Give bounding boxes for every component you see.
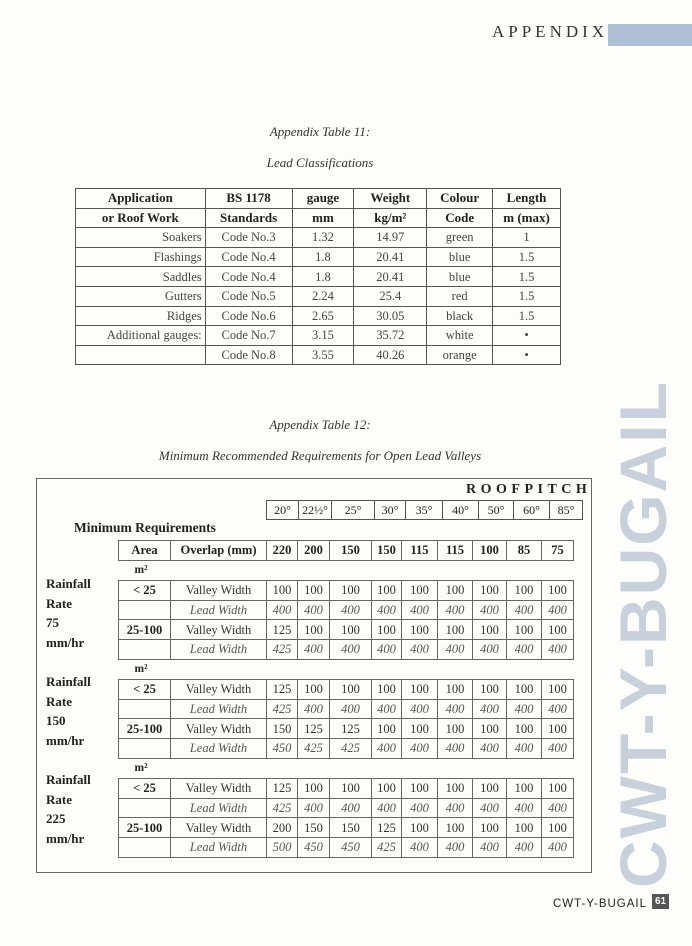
- table11-cell: Additional gauges:: [76, 326, 206, 346]
- value-cell: 400: [330, 699, 372, 719]
- valley-width-label: Valley Width: [171, 719, 267, 739]
- side-brand-text: CWT-Y-BUGAIL: [606, 380, 680, 888]
- value-cell: 100: [438, 680, 473, 700]
- value-cell: 425: [372, 837, 402, 857]
- area-cell: [119, 639, 171, 659]
- value-cell: 100: [507, 680, 542, 700]
- overlap-cell: 115: [438, 541, 473, 561]
- value-cell: 400: [372, 600, 402, 620]
- table11-header-cell: gauge: [292, 189, 354, 209]
- value-cell: 400: [298, 798, 330, 818]
- value-cell: 400: [402, 798, 438, 818]
- table12-row: [119, 719, 574, 739]
- value-cell: 400: [473, 738, 507, 758]
- value-cell: 100: [473, 581, 507, 601]
- pitch-cell: 50°: [479, 501, 514, 520]
- unit-m2: m²: [134, 564, 148, 577]
- value-cell: 425: [267, 699, 298, 719]
- table12-row: [119, 600, 574, 620]
- valley-width-label: Valley Width: [171, 620, 267, 640]
- table11-row: [76, 267, 561, 287]
- table11-cell: Ridges: [76, 306, 206, 326]
- value-cell: 100: [330, 620, 372, 640]
- value-cell: 100: [507, 719, 542, 739]
- table11-header-row: [76, 208, 561, 228]
- unit-row: [119, 659, 574, 680]
- value-cell: 400: [372, 738, 402, 758]
- lead-width-label: Lead Width: [171, 798, 267, 818]
- unit-m2: m²: [134, 762, 148, 775]
- value-cell: 100: [473, 779, 507, 799]
- pitch-cell: 85°: [550, 501, 583, 520]
- value-cell: 425: [330, 738, 372, 758]
- table12-row: [119, 738, 574, 758]
- roof-pitch-title: ROOFPITCH: [466, 482, 592, 497]
- value-cell: 100: [542, 581, 574, 601]
- area-cell: < 25: [119, 779, 171, 799]
- value-cell: 100: [267, 581, 298, 601]
- value-cell: 400: [372, 639, 402, 659]
- value-cell: 400: [298, 639, 330, 659]
- value-cell: 100: [330, 779, 372, 799]
- value-cell: 400: [438, 600, 473, 620]
- table11-header-cell: Code: [427, 208, 493, 228]
- value-cell: 125: [267, 680, 298, 700]
- area-cell: [119, 600, 171, 620]
- overlap-cell: 85: [507, 541, 542, 561]
- value-cell: 100: [473, 680, 507, 700]
- table11-cell: 20.41: [354, 267, 427, 287]
- overlap-cell: 220: [267, 541, 298, 561]
- value-cell: 200: [267, 818, 298, 838]
- value-cell: 400: [438, 837, 473, 857]
- minimum-requirements-label: Minimum Requirements: [74, 520, 216, 535]
- table11-cell: 20.41: [354, 247, 427, 267]
- area-cell: [119, 699, 171, 719]
- table11-cell: 1.32: [292, 228, 354, 248]
- roof-pitch-header-row: [266, 500, 583, 520]
- value-cell: 100: [438, 719, 473, 739]
- table12-caption-title: Minimum Recommended Requirements for Open Lead Valleys: [158, 448, 482, 463]
- area-cell: 25-100: [119, 620, 171, 640]
- lead-classifications-table: [75, 188, 561, 365]
- table11-cell: blue: [427, 247, 493, 267]
- rainfall-rate-label: Rate: [46, 595, 72, 611]
- value-cell: 100: [507, 818, 542, 838]
- value-cell: 400: [438, 639, 473, 659]
- table11-cell: 2.65: [292, 306, 354, 326]
- table12-row: [119, 680, 574, 700]
- value-cell: 400: [330, 798, 372, 818]
- table11-row: [76, 326, 561, 346]
- table11-cell: 25.4: [354, 286, 427, 306]
- value-cell: 100: [507, 779, 542, 799]
- value-cell: 100: [372, 620, 402, 640]
- value-cell: 450: [330, 837, 372, 857]
- value-cell: 100: [402, 581, 438, 601]
- table11-row: [76, 286, 561, 306]
- rainfall-rate-label: Rainfall: [46, 772, 91, 787]
- value-cell: 400: [473, 600, 507, 620]
- value-cell: 100: [298, 620, 330, 640]
- rainfall-rate-label: mm/hr: [46, 732, 85, 748]
- pitch-cell: 25°: [332, 501, 375, 520]
- value-cell: 125: [372, 818, 402, 838]
- value-cell: 125: [267, 779, 298, 799]
- rainfall-rate-label: 75: [46, 615, 59, 631]
- value-cell: 100: [372, 680, 402, 700]
- unit-row: [119, 758, 574, 779]
- pitch-cell: 20°: [267, 501, 299, 520]
- rainfall-rate-label: Rate: [46, 791, 72, 807]
- value-cell: 100: [298, 779, 330, 799]
- table11-cell: 1.8: [292, 247, 354, 267]
- table11-cell: Saddles: [76, 267, 206, 287]
- table11-caption-number: Appendix Table 11:: [269, 124, 371, 139]
- value-cell: 100: [372, 779, 402, 799]
- value-cell: 400: [438, 798, 473, 818]
- table11-cell: 40.26: [354, 345, 427, 365]
- valley-width-label: Valley Width: [171, 581, 267, 601]
- value-cell: 400: [507, 738, 542, 758]
- table11-cell: Gutters: [76, 286, 206, 306]
- value-cell: 100: [542, 620, 574, 640]
- value-cell: 100: [438, 779, 473, 799]
- value-cell: 150: [330, 818, 372, 838]
- value-cell: 400: [542, 699, 574, 719]
- table12-row: [119, 581, 574, 601]
- value-cell: 100: [298, 581, 330, 601]
- value-cell: 150: [298, 818, 330, 838]
- table12-row: [119, 620, 574, 640]
- header-accent-bar: [608, 24, 692, 46]
- value-cell: 400: [438, 738, 473, 758]
- value-cell: 425: [267, 798, 298, 818]
- overlap-cell: 150: [330, 541, 372, 561]
- table11-cell: 14.97: [354, 228, 427, 248]
- table11-cell: black: [427, 306, 493, 326]
- area-cell: [119, 798, 171, 818]
- value-cell: 400: [507, 699, 542, 719]
- value-cell: 400: [267, 600, 298, 620]
- table12-header-row: [119, 541, 574, 561]
- table11-header-cell: or Roof Work: [76, 208, 206, 228]
- value-cell: 400: [507, 837, 542, 857]
- value-cell: 100: [330, 581, 372, 601]
- table11-header-cell: Application: [76, 189, 206, 209]
- table12-row: [119, 639, 574, 659]
- table11-cell: red: [427, 286, 493, 306]
- table11-cell: 1.5: [493, 306, 561, 326]
- table11-cell: 30.05: [354, 306, 427, 326]
- value-cell: 500: [267, 837, 298, 857]
- table11-row: [76, 247, 561, 267]
- lead-width-label: Lead Width: [171, 699, 267, 719]
- area-cell: [119, 837, 171, 857]
- value-cell: 100: [438, 818, 473, 838]
- area-cell: 25-100: [119, 719, 171, 739]
- value-cell: 150: [267, 719, 298, 739]
- value-cell: 400: [402, 639, 438, 659]
- table12-caption-number: Appendix Table 12:: [269, 417, 371, 432]
- table11-cell: 2.24: [292, 286, 354, 306]
- table11-header-cell: m (max): [493, 208, 561, 228]
- table11-row: [76, 228, 561, 248]
- table11-cell: Code No.4: [205, 267, 292, 287]
- page-header-title: APPENDIX: [492, 22, 609, 41]
- value-cell: 400: [507, 639, 542, 659]
- overlap-cell: 100: [473, 541, 507, 561]
- table11-cell: Code No.8: [205, 345, 292, 365]
- value-cell: 400: [473, 699, 507, 719]
- pitch-cell: 35°: [406, 501, 443, 520]
- rainfall-rate-label: Rainfall: [46, 576, 91, 591]
- table11-cell: Flashings: [76, 247, 206, 267]
- lead-width-label: Lead Width: [171, 600, 267, 620]
- value-cell: 400: [542, 837, 574, 857]
- table11-caption-title: Lead Classifications: [266, 155, 374, 170]
- area-cell: 25-100: [119, 818, 171, 838]
- table11-header-cell: Colour: [427, 189, 493, 209]
- rainfall-rate-label: 225: [46, 811, 66, 827]
- rainfall-rate-label: mm/hr: [46, 830, 85, 846]
- pitch-cell: 60°: [514, 501, 550, 520]
- table11-cell: 1: [493, 228, 561, 248]
- value-cell: 400: [298, 699, 330, 719]
- valley-width-label: Valley Width: [171, 680, 267, 700]
- pitch-cell: 22½°: [299, 501, 332, 520]
- value-cell: 100: [298, 680, 330, 700]
- table11-cell: Code No.3: [205, 228, 292, 248]
- value-cell: 400: [507, 798, 542, 818]
- table11-cell: •: [493, 345, 561, 365]
- value-cell: 125: [298, 719, 330, 739]
- table11-row: [76, 345, 561, 365]
- value-cell: 125: [330, 719, 372, 739]
- value-cell: 425: [267, 639, 298, 659]
- value-cell: 100: [542, 719, 574, 739]
- table11-cell: blue: [427, 267, 493, 287]
- table11-cell: green: [427, 228, 493, 248]
- value-cell: 400: [542, 639, 574, 659]
- value-cell: 100: [473, 719, 507, 739]
- value-cell: 100: [438, 620, 473, 640]
- table11-header-cell: Standards: [205, 208, 292, 228]
- area-header: Area: [119, 541, 171, 561]
- table11-cell: 1.5: [493, 286, 561, 306]
- table11-header-cell: Length: [493, 189, 561, 209]
- table11-cell: [76, 345, 206, 365]
- value-cell: 400: [473, 798, 507, 818]
- rainfall-rate-label: mm/hr: [46, 634, 85, 650]
- value-cell: 125: [267, 620, 298, 640]
- table11-cell: 3.55: [292, 345, 354, 365]
- table11-cell: white: [427, 326, 493, 346]
- value-cell: 400: [473, 639, 507, 659]
- table11-cell: •: [493, 326, 561, 346]
- table11-cell: Code No.7: [205, 326, 292, 346]
- table11-header-cell: kg/m²: [354, 208, 427, 228]
- overlap-header: Overlap (mm): [171, 541, 267, 561]
- unit-m2: m²: [134, 663, 148, 676]
- value-cell: 425: [298, 738, 330, 758]
- value-cell: 100: [473, 620, 507, 640]
- value-cell: 100: [402, 779, 438, 799]
- table12-row: [119, 779, 574, 799]
- overlap-cell: 115: [402, 541, 438, 561]
- area-cell: < 25: [119, 680, 171, 700]
- table11-cell: orange: [427, 345, 493, 365]
- value-cell: 400: [507, 600, 542, 620]
- value-cell: 100: [438, 581, 473, 601]
- table12-row: [119, 798, 574, 818]
- value-cell: 400: [402, 699, 438, 719]
- table11-cell: Code No.6: [205, 306, 292, 326]
- table11-header-row: [76, 189, 561, 209]
- value-cell: 400: [298, 600, 330, 620]
- table11-cell: 3.15: [292, 326, 354, 346]
- value-cell: 450: [267, 738, 298, 758]
- table12-row: [119, 699, 574, 719]
- value-cell: 400: [438, 699, 473, 719]
- value-cell: 100: [473, 818, 507, 838]
- unit-row: [119, 560, 574, 581]
- open-lead-valleys-table: [118, 540, 574, 858]
- value-cell: 400: [372, 798, 402, 818]
- value-cell: 100: [542, 818, 574, 838]
- value-cell: 100: [402, 620, 438, 640]
- lead-width-label: Lead Width: [171, 738, 267, 758]
- value-cell: 400: [330, 600, 372, 620]
- value-cell: 400: [402, 600, 438, 620]
- table11-cell: Code No.5: [205, 286, 292, 306]
- value-cell: 400: [473, 837, 507, 857]
- valley-width-label: Valley Width: [171, 779, 267, 799]
- rainfall-rate-label: Rate: [46, 693, 72, 709]
- value-cell: 400: [542, 738, 574, 758]
- lead-width-label: Lead Width: [171, 837, 267, 857]
- valley-width-label: Valley Width: [171, 818, 267, 838]
- value-cell: 100: [542, 680, 574, 700]
- table11-header-cell: mm: [292, 208, 354, 228]
- value-cell: 100: [372, 719, 402, 739]
- table11-cell: 1.5: [493, 247, 561, 267]
- value-cell: 400: [372, 699, 402, 719]
- value-cell: 100: [402, 680, 438, 700]
- table11-cell: 1.8: [292, 267, 354, 287]
- value-cell: 400: [542, 798, 574, 818]
- value-cell: 100: [402, 818, 438, 838]
- area-cell: [119, 738, 171, 758]
- pitch-cell: 30°: [375, 501, 406, 520]
- value-cell: 100: [402, 719, 438, 739]
- overlap-cell: 150: [372, 541, 402, 561]
- table11-row: [76, 306, 561, 326]
- table11-cell: Soakers: [76, 228, 206, 248]
- rainfall-rate-label: Rainfall: [46, 674, 91, 689]
- value-cell: 400: [402, 738, 438, 758]
- value-cell: 100: [507, 581, 542, 601]
- table11-cell: Code No.4: [205, 247, 292, 267]
- lead-width-label: Lead Width: [171, 639, 267, 659]
- table11-cell: 35.72: [354, 326, 427, 346]
- table11-header-cell: Weight: [354, 189, 427, 209]
- area-cell: < 25: [119, 581, 171, 601]
- pitch-cell: 40°: [443, 501, 479, 520]
- value-cell: 100: [372, 581, 402, 601]
- overlap-cell: 75: [542, 541, 574, 561]
- value-cell: 400: [542, 600, 574, 620]
- value-cell: 450: [298, 837, 330, 857]
- table12-row: [119, 837, 574, 857]
- table12-row: [119, 818, 574, 838]
- table11-header-cell: BS 1178: [205, 189, 292, 209]
- footer-brand: CWT-Y-BUGAIL: [553, 898, 648, 910]
- value-cell: 100: [542, 779, 574, 799]
- table11-cell: 1.5: [493, 267, 561, 287]
- value-cell: 100: [507, 620, 542, 640]
- value-cell: 400: [330, 639, 372, 659]
- page-number: 61: [652, 894, 669, 909]
- value-cell: 100: [330, 680, 372, 700]
- value-cell: 400: [402, 837, 438, 857]
- rainfall-rate-label: 150: [46, 713, 66, 729]
- overlap-cell: 200: [298, 541, 330, 561]
